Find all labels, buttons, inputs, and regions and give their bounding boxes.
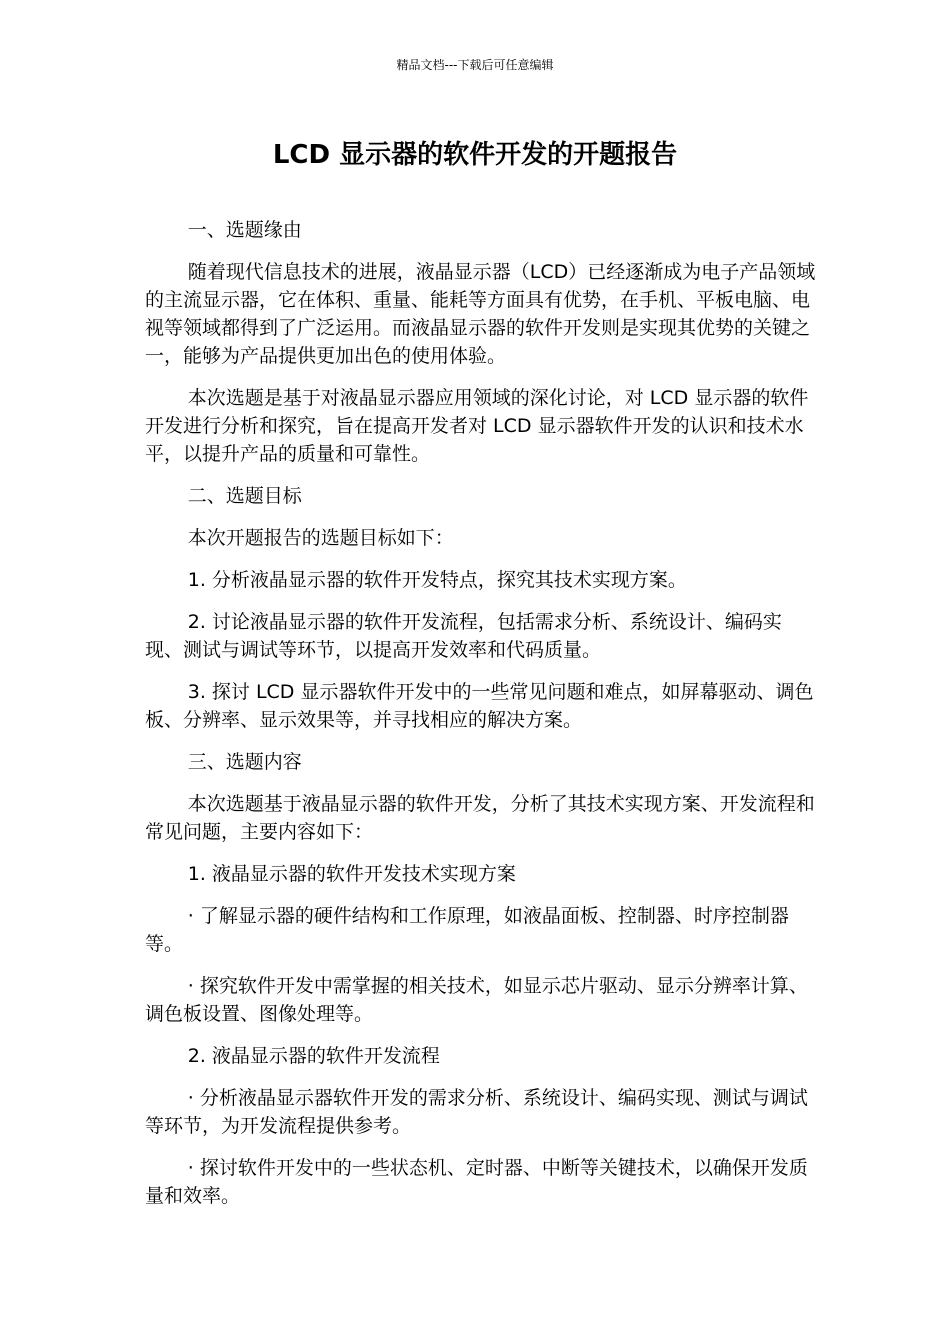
goal-item-3: 3. 探讨 LCD 显示器软件开发中的一些常见问题和难点，如屏幕驱动、调色板、分辨率、显示效果等，并寻找相应的解决方案。 xyxy=(145,681,814,731)
section-heading-goals: 二、选题目标 xyxy=(187,485,302,507)
paragraph-purpose: 本次选题是基于对液晶显示器应用领域的深化讨论，对 LCD 显示器的软件开发进行分析和探究，旨在提高开发者对 LCD 显示器软件开发的认识和技术水平，以提升产品的质量和可靠性。 xyxy=(145,387,809,465)
goal-item-2: 2. 讨论液晶显示器的软件开发流程，包括需求分析、系统设计、编码实现、测试与调试等环节，以提高开发效率和代码质量。 xyxy=(145,611,782,661)
goal-item-1: 1. 分析液晶显示器的软件开发特点，探究其技术实现方案。 xyxy=(187,569,687,591)
section-heading-reason: 一、选题缘由 xyxy=(187,219,302,241)
document-body xyxy=(145,216,817,1224)
section-heading-content: 三、选题内容 xyxy=(187,751,302,773)
paragraph-background: 随着现代信息技术的进展，液晶显示器（LCD）已经逐渐成为电子产品领域的主流显示器，它在体积、重量、能耗等方面具有优势，在手机、平板电脑、电视等领域都得到了广泛运用。而液晶显示器的软件开发则是实现其优势的关键之一，能够为产品提供更加出色的使用体验。 xyxy=(145,261,816,367)
content-bullet-1b: · 探究软件开发中需掌握的相关技术，如显示芯片驱动、显示分辨率计算、调色板设置、图像处理等。 xyxy=(145,975,808,1025)
paragraph-goals-intro: 本次开题报告的选题目标如下： xyxy=(187,527,454,549)
content-subheading-2: 2. 液晶显示器的软件开发流程 xyxy=(187,1045,440,1067)
paragraph-content-intro: 本次选题基于液晶显示器的软件开发，分析了其技术实现方案、开发流程和常见问题，主要内容如下： xyxy=(145,793,815,843)
content-bullet-1a: · 了解显示器的硬件结构和工作原理，如液晶面板、控制器、时序控制器等。 xyxy=(145,905,789,955)
content-bullet-2b: · 探讨软件开发中的一些状态机、定时器、中断等关键技术，以确保开发质量和效率。 xyxy=(145,1157,808,1207)
page-header-watermark: 精品文档---下载后可任意编辑 xyxy=(396,58,554,72)
content-bullet-2a: · 分析液晶显示器软件开发的需求分析、系统设计、编码实现、测试与调试等环节，为开发流程提供参考。 xyxy=(145,1087,808,1137)
content-subheading-1: 1. 液晶显示器的软件开发技术实现方案 xyxy=(187,863,516,885)
document-title: LCD 显示器的软件开发的开题报告 xyxy=(272,140,678,170)
